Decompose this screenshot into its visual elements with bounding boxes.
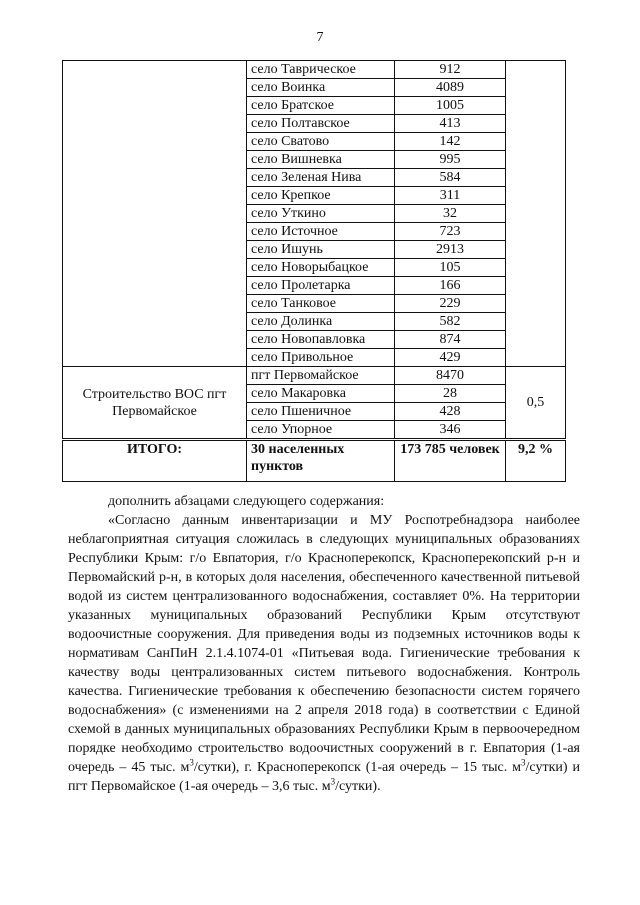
settlement-cell: село Привольное <box>247 349 395 367</box>
settlement-cell: село Таврическое <box>247 61 395 79</box>
population-cell: 584 <box>395 169 506 187</box>
settlement-cell: село Уткино <box>247 205 395 223</box>
table-body <box>63 61 566 367</box>
population-cell: 105 <box>395 259 506 277</box>
total-population: 173 785 человек <box>395 440 506 482</box>
population-cell: 8470 <box>395 367 506 385</box>
total-row <box>63 440 566 482</box>
settlement-cell: село Вишневка <box>247 151 395 169</box>
settlement-cell: село Ишунь <box>247 241 395 259</box>
main-paragraph <box>68 511 580 796</box>
population-cell: 2913 <box>395 241 506 259</box>
settlement-cell: село Сватово <box>247 133 395 151</box>
settlement-cell: село Братское <box>247 97 395 115</box>
population-cell: 428 <box>395 403 506 421</box>
settlement-cell: село Долинка <box>247 313 395 331</box>
water-supply-table <box>62 60 566 482</box>
share-cell: 0,5 <box>506 367 566 440</box>
settlement-cell: село Полтавское <box>247 115 395 133</box>
population-cell: 142 <box>395 133 506 151</box>
superscript-3: 3 <box>330 776 336 787</box>
total-label: ИТОГО: <box>63 440 247 482</box>
settlement-cell: село Воинка <box>247 79 395 97</box>
table-row <box>63 367 566 385</box>
table-row <box>63 61 566 79</box>
page-number: 7 <box>316 30 324 45</box>
population-cell: 311 <box>395 187 506 205</box>
population-cell: 1005 <box>395 97 506 115</box>
settlement-cell: село Танковое <box>247 295 395 313</box>
population-cell: 166 <box>395 277 506 295</box>
superscript-3: 3 <box>189 757 194 768</box>
settlement-cell: село Зеленая Нива <box>247 169 395 187</box>
total-share: 9,2 % <box>506 440 566 482</box>
total-settlements: 30 населенных пунктов <box>247 440 395 482</box>
settlement-cell: село Крепкое <box>247 187 395 205</box>
population-cell: 28 <box>395 385 506 403</box>
population-cell: 995 <box>395 151 506 169</box>
settlement-cell: село Новорыбацкое <box>247 259 395 277</box>
population-cell: 874 <box>395 331 506 349</box>
settlement-cell: пгт Первомайское <box>247 367 395 385</box>
population-cell: 32 <box>395 205 506 223</box>
share-cell-empty <box>506 61 566 367</box>
settlement-cell: село Пролетарка <box>247 277 395 295</box>
population-cell: 723 <box>395 223 506 241</box>
superscript-3: 3 <box>521 757 526 768</box>
table-total <box>63 440 566 482</box>
settlement-cell: село Упорное <box>247 421 395 440</box>
population-cell: 582 <box>395 313 506 331</box>
population-cell: 429 <box>395 349 506 367</box>
table-body-group2 <box>63 367 566 440</box>
population-cell: 346 <box>395 421 506 440</box>
paragraph-part-b: /сутки), г. Красноперекопск (1-ая очередь – 15 тыс. м <box>193 760 522 775</box>
activity-cell-empty <box>63 61 247 367</box>
activity-cell: Строительство ВОС пгт Первомайское <box>63 367 247 440</box>
paragraph-part-a: «Согласно данным инвентаризации и МУ Роспотребнадзора наиболее неблагоприятная ситуация сложилась в следующих муниципальных образованиях Республики Крым: г/о Евпатория, г/о Красноперекопск, Красноперекопский р-н и Первомайский р-н, в которых доля населения, обеспеченного качественной питьевой водой из систем централизованного водоснабжения, составляет 0%. На территории указанных муниципальных образований Республики Крым отсутствуют водоочистные сооружения. Для приведения воды из подземных источников воды к нормативам СанПиН 2.1.4.1074-01 «Питьевая вода. Гигиенические требования к качеству воды централизованных систем питьевого водоснабжения. Контроль качества. Гигиенические требования к обеспечению безопасности систем горячего водоснабжения» (с изменениями на 2 апреля 2018 года) в соответствии с Единой схемой в данных муниципальных образованиях Республики Крым в первоочередном порядке необходимо строительство водоочистных сооружений в г. Евпатория (1-ая очередь – 45 тыс. м <box>68 513 580 775</box>
paragraph-part-d: /сутки). <box>335 779 381 794</box>
population-cell: 912 <box>395 61 506 79</box>
population-cell: 229 <box>395 295 506 313</box>
settlement-cell: село Источное <box>247 223 395 241</box>
paragraph-part-c: /сутки) и пгт Первомайское (1-ая очередь – 3,6 тыс. м <box>68 760 580 794</box>
settlement-cell: село Новопавловка <box>247 331 395 349</box>
population-cell: 413 <box>395 115 506 133</box>
settlement-cell: село Пшеничное <box>247 403 395 421</box>
settlement-cell: село Макаровка <box>247 385 395 403</box>
intro-text: дополнить абзацами следующего содержания: <box>108 494 385 509</box>
population-cell: 4089 <box>395 79 506 97</box>
